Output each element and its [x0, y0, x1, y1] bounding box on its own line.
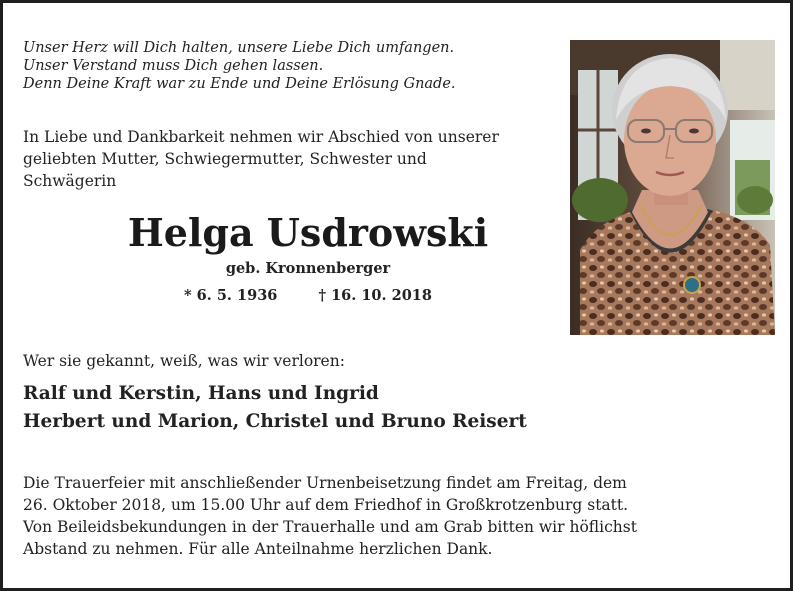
service-line: 26. Oktober 2018, um 15.00 Uhr auf dem Friedhof in Großkrotzenburg statt.: [23, 496, 629, 514]
birth-date: * 6. 5. 1936: [184, 287, 278, 304]
death-date: † 16. 10. 2018: [318, 287, 432, 304]
mourners-line: Ralf und Kerstin, Hans und Ingrid: [23, 383, 379, 404]
life-dates: [23, 287, 593, 304]
intro-line: Schwägerin: [23, 172, 117, 190]
service-line: Die Trauerfeier mit anschließender Urnenbeisetzung findet am Freitag, dem: [23, 474, 627, 492]
deceased-name: Helga Usdrowski: [127, 210, 489, 255]
intro-text: [23, 126, 568, 192]
service-line: Von Beileidsbekundungen in der Trauerhalle und am Grab bitten wir höflichst: [23, 518, 637, 536]
portrait-icon: [570, 40, 775, 335]
portrait-photo: [570, 40, 775, 335]
service-notice: [23, 472, 637, 560]
poem: [23, 39, 456, 93]
service-line: Abstand zu nehmen. Für alle Anteilnahme herzlichen Dank.: [23, 540, 493, 558]
poem-line: Denn Deine Kraft war zu Ende und Deine Erlösung Gnade.: [23, 76, 456, 92]
poem-line: Unser Herz will Dich halten, unsere Liebe Dich umfangen.: [23, 40, 455, 56]
mourners: [23, 380, 527, 436]
mourners-line: Herbert und Marion, Christel und Bruno Reisert: [23, 411, 527, 432]
intro-line: In Liebe und Dankbarkeit nehmen wir Abschied von unserer: [23, 128, 499, 146]
intro-line: geliebten Mutter, Schwiegermutter, Schwester und: [23, 150, 427, 168]
birth-name: geb. Kronnenberger: [225, 260, 391, 277]
loss-line: Wer sie gekannt, weiß, was wir verloren:: [23, 352, 345, 370]
poem-line: Unser Verstand muss Dich gehen lassen.: [23, 58, 324, 74]
